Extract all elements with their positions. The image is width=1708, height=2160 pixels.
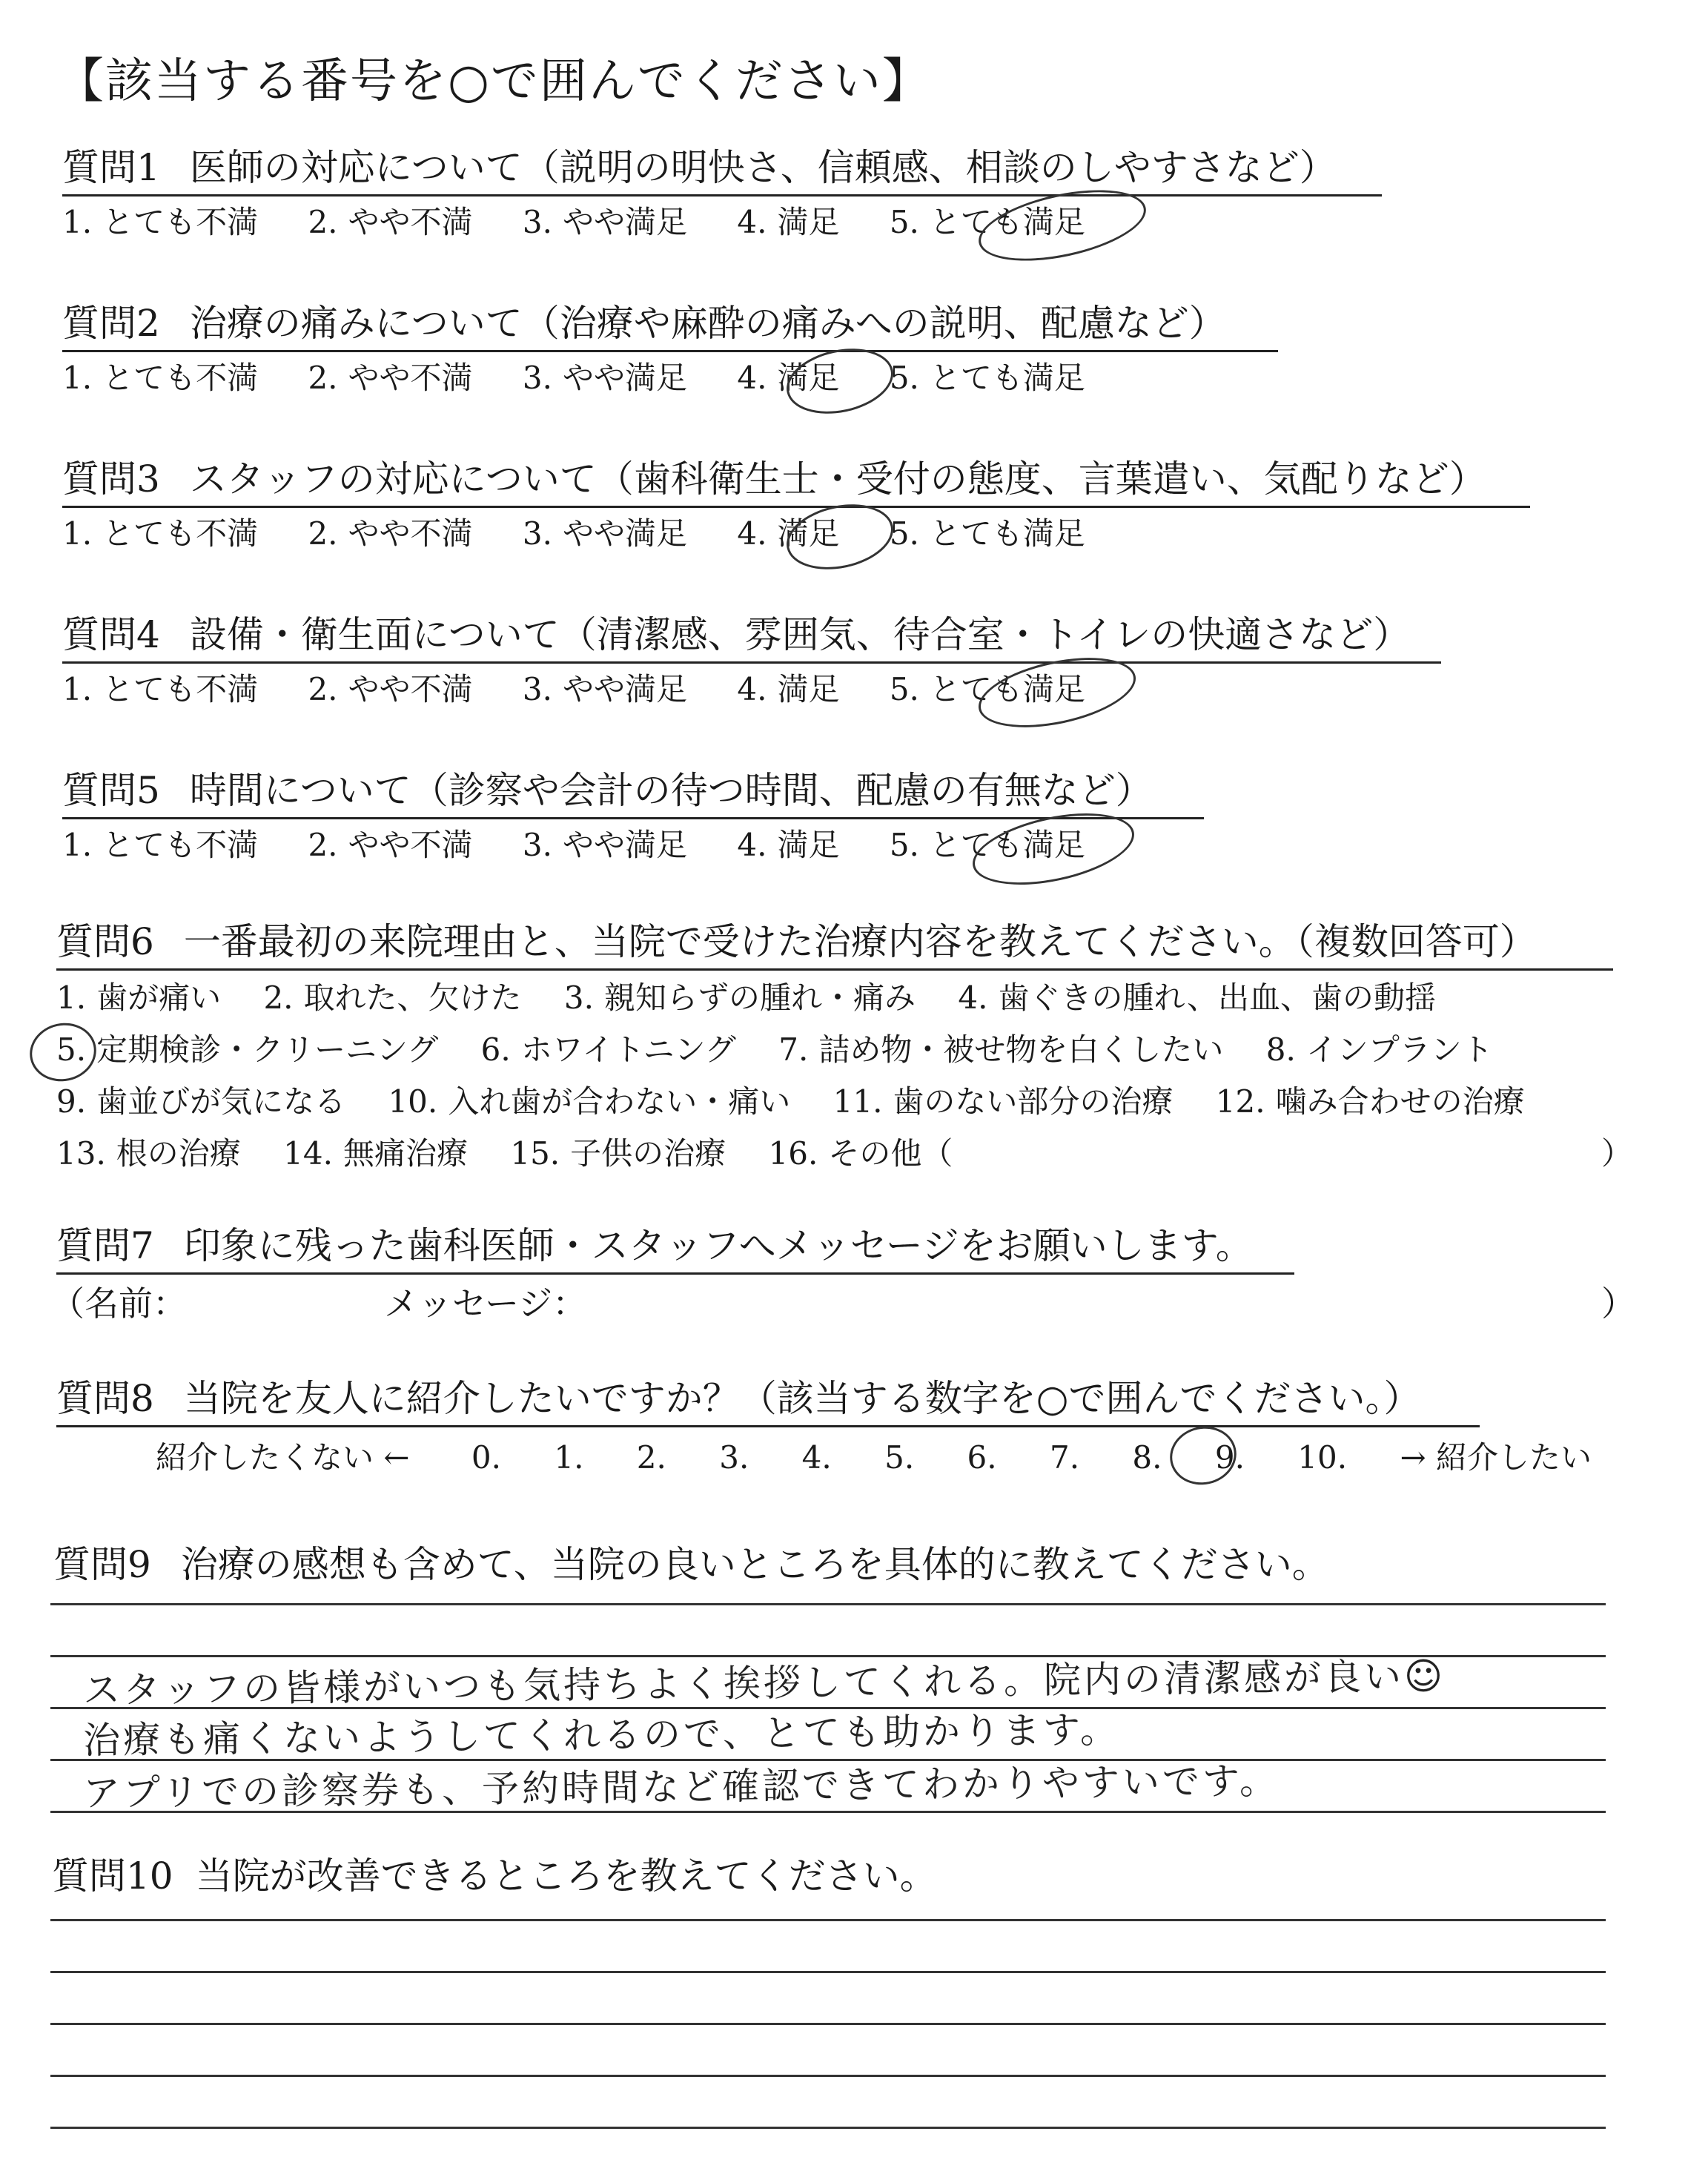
scale-4[interactable]: 4. [801,1439,832,1476]
option-4[interactable]: 4. 満足 [737,204,840,240]
option-12[interactable]: 12. 噛み合わせの治療 [1215,1083,1525,1120]
question-title: 質問9 治療の感想も含めて、当院の良いところを具体的に教えてください。 [53,1543,1329,1586]
scale-5[interactable]: 5. [884,1439,915,1476]
other-close-paren: ） [1601,1135,1633,1172]
option-4[interactable]: 4. 満足 [737,360,840,396]
option-4[interactable]: 4. 満足 [737,827,840,863]
option-5[interactable]: 5. 定期検診・クリーニング [56,1031,439,1068]
scale-0[interactable]: 0. [471,1439,501,1476]
option-15[interactable]: 15. 子供の治療 [510,1135,726,1172]
q6-options-row-1 [56,979,1650,1017]
option-3[interactable]: 3. やや満足 [522,204,687,240]
option-5[interactable]: 5. とても満足 [889,204,1085,240]
message-row [50,1277,1635,1326]
q6-options-row-2 [56,1031,1650,1069]
message-close-paren: ） [1601,1284,1635,1324]
option-1[interactable]: 1. とても不満 [62,827,259,863]
question-title: 質問7 印象に残った歯科医師・スタッフへメッセージをお願いします。 [56,1223,1294,1275]
scale-left-label: 紹介したくない ← [156,1439,410,1476]
option-7[interactable]: 7. 詰め物・被せ物を白くしたい [778,1031,1224,1068]
option-3[interactable]: 3. やや満足 [522,671,687,707]
scale-2[interactable]: 2. [636,1439,666,1476]
option-16[interactable]: 16. その他（ [768,1135,953,1172]
answer-line [50,2023,1606,2025]
option-1[interactable]: 1. とても不満 [62,671,259,707]
option-2[interactable]: 2. やや不満 [308,204,473,240]
q6-options-row-3 [56,1083,1650,1121]
option-1[interactable]: 1. とても不満 [62,515,259,552]
option-3[interactable]: 3. やや満足 [522,827,687,863]
option-1[interactable]: 1. 歯が痛い [56,980,222,1016]
option-3[interactable]: 3. やや満足 [522,515,687,552]
scale-right-label: → 紹介したい [1400,1439,1592,1476]
answer-line [50,1919,1606,1921]
option-10[interactable]: 10. 入れ歯が合わない・痛い [388,1083,791,1120]
answer-line [50,1603,1606,1605]
option-3[interactable]: 3. 親知らずの腫れ・痛み [563,980,916,1016]
answer-line [50,2127,1606,2129]
handwritten-answer-line-1: スタッフの皆様がいつも気持ちよく挨拶してくれる。院内の清潔感が良い☺ [82,1654,1446,1712]
option-9[interactable]: 9. 歯並びが気になる [56,1083,346,1120]
scale-10[interactable]: 10. [1297,1439,1348,1476]
answer-line [50,2075,1606,2077]
question-title: 質問8 当院を友人に紹介したいですか？（該当する数字を○で囲んでください。） [56,1376,1480,1427]
option-2[interactable]: 2. やや不満 [308,671,473,707]
option-4[interactable]: 4. 満足 [737,515,840,552]
question-title: 質問4 設備・衛生面について（清潔感、雰囲気、待合室・トイレの快適さなど） [62,612,1441,664]
scale-8[interactable]: 8. [1132,1439,1162,1476]
question-title: 質問6 一番最初の来院理由と、当院で受けた治療内容を教えてください。（複数回答可） [56,919,1613,971]
page-heading: 【該当する番号を○で囲んでください】 [56,54,931,109]
option-2[interactable]: 2. やや不満 [308,827,473,863]
option-3[interactable]: 3. やや満足 [522,360,687,396]
question-title: 質問3 スタッフの対応について（歯科衛生士・受付の態度、言葉遣い、気配りなど） [62,457,1530,508]
question-title: 質問10 当院が改善できるところを教えてください。 [52,1855,937,1898]
answer-line [50,1971,1606,1973]
option-5[interactable]: 5. とても満足 [889,515,1085,552]
option-5[interactable]: 5. とても満足 [889,360,1085,396]
option-4[interactable]: 4. 満足 [737,671,840,707]
scale-9[interactable]: 9. [1214,1439,1245,1476]
option-1[interactable]: 1. とても不満 [62,204,259,240]
question-title: 質問1 医師の対応について（説明の明快さ、信頼感、相談のしやすさなど） [62,145,1382,196]
answer-options [62,359,1125,397]
message-label: メッセージ： [384,1284,587,1324]
scale-1[interactable]: 1. [554,1439,584,1476]
scale-7[interactable]: 7. [1049,1439,1080,1476]
question-title: 質問2 治療の痛みについて（治療や麻酔の痛みへの説明、配慮など） [62,301,1278,352]
option-6[interactable]: 6. ホワイトニング [480,1031,736,1068]
handwritten-answer-line-2: 治療も痛くないようしてくれるので、とても助かります。 [82,1708,1121,1763]
option-5[interactable]: 5. とても満足 [889,671,1085,707]
option-4[interactable]: 4. 歯ぐきの腫れ、出血、歯の動揺 [958,980,1436,1016]
scale-6[interactable]: 6. [967,1439,997,1476]
answer-options [62,826,1125,865]
answer-options [62,203,1125,242]
answer-options [62,515,1125,553]
scale-3[interactable]: 3. [719,1439,749,1476]
option-8[interactable]: 8. インプラント [1265,1031,1493,1068]
option-1[interactable]: 1. とても不満 [62,360,259,396]
option-2[interactable]: 2. やや不満 [308,360,473,396]
option-13[interactable]: 13. 根の治療 [56,1135,241,1172]
name-label: （名前： [50,1284,187,1324]
option-14[interactable]: 14. 無痛治療 [283,1135,468,1172]
question-title: 質問5 時間について（診察や会計の待つ時間、配慮の有無など） [62,768,1204,819]
answer-options [62,670,1125,709]
option-5[interactable]: 5. とても満足 [889,827,1085,863]
handwritten-answer-line-3: アプリでの診察券も、予約時間など確認できてわかりやすいです。 [82,1759,1280,1815]
option-2[interactable]: 2. 取れた、欠けた [263,980,522,1016]
option-2[interactable]: 2. やや不満 [308,515,473,552]
q6-options-row-4 [56,1135,1650,1173]
recommend-scale [156,1433,1592,1478]
option-11[interactable]: 11. 歯のない部分の治療 [833,1083,1174,1120]
